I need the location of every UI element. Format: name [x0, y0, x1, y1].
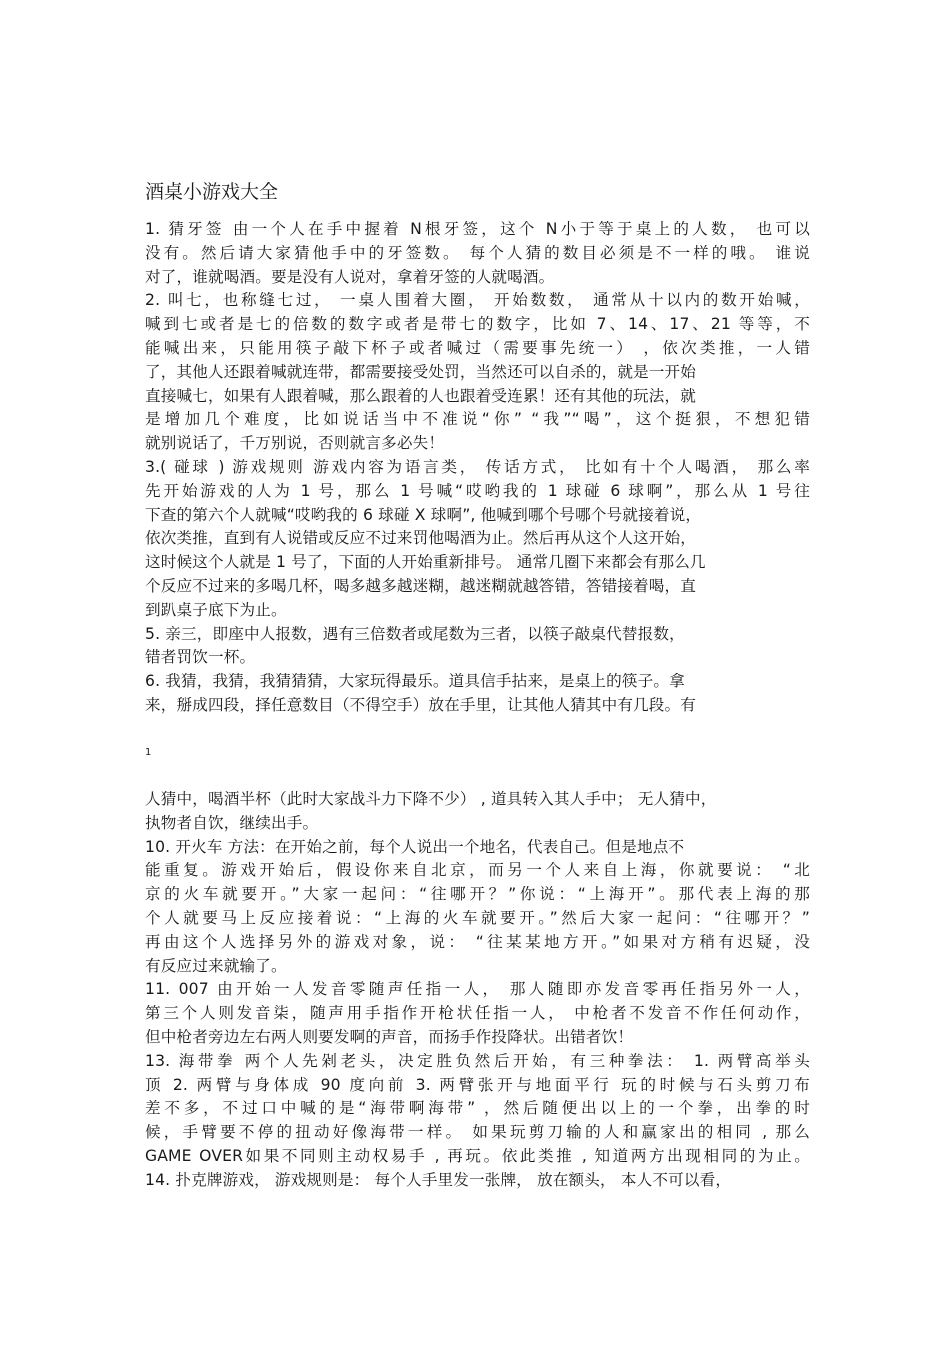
document-title: 酒桌小游戏大全: [145, 181, 279, 203]
text-line: 执物者自饮，继续出手。: [145, 813, 319, 832]
text-line: 候，手臂要不停的扭动好像海带一样。 如果玩剪刀输的人和赢家出的相同 , 那么: [145, 1123, 810, 1142]
text-line: 是增加几个难度，比如说话当中不准说“你” “我”“喝”，这个挺狠，不想犯错: [145, 410, 810, 429]
text-line: 对了，谁就喝酒。要是没有人说对，拿着牙签的人就喝酒。: [145, 267, 555, 286]
text-line: 5. 亲三，即座中人报数，遇有三倍数者或尾数为三者，以筷子敲桌代替报数，: [145, 624, 685, 643]
text-line: 下查的第六个人就喊“哎哟我的 6 球碰 X 球啊”, 他喊到哪个号哪个号就接着说，: [145, 505, 702, 524]
text-line: 11. 007 由开始一人发音零随声任指一人， 那人随即亦发音零再任指另外一人，: [145, 980, 810, 999]
text-line: GAME OVER如果不同则主动权易手 , 再玩。依此类推 , 知道两方出现相同的为止。: [145, 1146, 810, 1165]
text-line: 人猜中，喝酒半杯（此时大家战斗力下降不少） , 道具转入其人手中； 无人猜中，: [145, 790, 717, 808]
text-line: 顶 2. 两臂与身体成 90 度向前 3. 两臂张开与地面平行 玩的时候与石头剪刀布: [145, 1075, 810, 1094]
text-line: 就别说话了，千万别说，否则就言多必失！: [145, 434, 445, 453]
text-line: 6. 我猜，我猜，我猜猜猜，大家玩得最乐。道具信手拈来，是桌上的筷子。拿: [145, 672, 685, 691]
text-line: 再由这个人选择另外的游戏对象，说： “往某某地方开。”如果对方稍有迟疑，没: [145, 932, 810, 951]
text-line: 喊到七或者是七的倍数的数字或者是带七的数字，比如 7、14、17、21 等等，不: [145, 315, 810, 334]
text-line: 直接喊七，如果有人跟着喊，那么跟着的人也跟着受连累！还有其他的玩法，就: [145, 386, 697, 405]
text-line: 10. 开火车 方法：在开始之前，每个人说出一个地名，代表自己。但是地点不: [145, 837, 685, 856]
text-line: 能喊出来，只能用筷子敲下杯子或者喊过（需要事先统一） ，依次类推，一人错: [145, 338, 810, 357]
text-line: 错者罚饮一杯。: [145, 648, 256, 667]
text-line: 先开始游戏的人为 1 号，那么 1 号喊“哎哟我的 1 球碰 6 球啊”，那么从 1 号往: [145, 481, 810, 500]
page-number: 1: [145, 747, 152, 758]
text-line: 没有。然后请大家猜他手中的牙签数。 每个人猜的数目必须是不一样的哦。 谁说: [145, 243, 810, 262]
text-line: 14. 扑克牌游戏， 游戏规则是： 每个人手里发一张牌， 放在额头， 本人不可以看，: [145, 1170, 732, 1189]
text-line: 2. 叫七，也称缝七过， 一桌人围着大圈， 开始数数， 通常从十以内的数开始喊，: [145, 291, 810, 310]
text-line: 但中枪者旁边左右两人则要发啊的声音，而扬手作投降状。出错者饮！: [145, 1027, 634, 1046]
text-line: 来，掰成四段，择任意数目（不得空手）放在手里，让其他人猜其中有几段。有: [145, 695, 697, 714]
text-line: 有反应过来就输了。: [145, 956, 287, 975]
text-line: 京的火车就要开。”大家一起问：“往哪开？”你说：“上海开”。那代表上海的那: [145, 885, 810, 904]
text-line: 个人就要马上反应接着说：“上海的火车就要开。”然后大家一起问：“往哪开？”: [145, 908, 810, 927]
text-line: 这时候这个人就是 1 号了，下面的人开始重新排号。 通常几圈下来都会有那么几: [145, 553, 706, 572]
text-line: 能重复。游戏开始后，假设你来自北京，而另一个人来自上海，你就要说： “北: [145, 861, 810, 880]
page-2-body: [145, 788, 810, 1193]
text-line: 第三个人则发音柒，随声用手指作开枪状任指一人， 中枪者不发音不作任何动作，: [145, 1004, 810, 1023]
text-line: 13. 海带拳 两个人先剁老头，决定胜负然后开始，有三种拳法： 1. 两臂高举头: [145, 1051, 810, 1070]
page-1-body: [145, 218, 810, 718]
text-line: 差不多，不过口中喊的是“海带啊海带” ，然后随便出以上的一个拳，出拳的时: [145, 1099, 810, 1118]
text-line: 3.( 碰球 ) 游戏规则 游戏内容为语言类， 传话方式， 比如有十个人喝酒， 那么率: [145, 457, 810, 476]
text-line: 到趴桌子底下为止。: [145, 600, 287, 619]
text-line: 了，其他人还跟着喊就连带，都需要接受处罚，当然还可以自杀的，就是一开始: [145, 362, 697, 381]
text-line: 依次类推，直到有人说错或反应不过来罚他喝酒为止。然后再从这个人这开始，: [145, 529, 697, 548]
text-line: 个反应不过来的多喝几杯，喝多越多越迷糊，越迷糊就越答错，答错接着喝，直: [145, 576, 697, 595]
text-line: 1. 猜牙签 由一个人在手中握着 N根牙签，这个 N小于等于桌上的人数， 也可以: [145, 220, 810, 238]
